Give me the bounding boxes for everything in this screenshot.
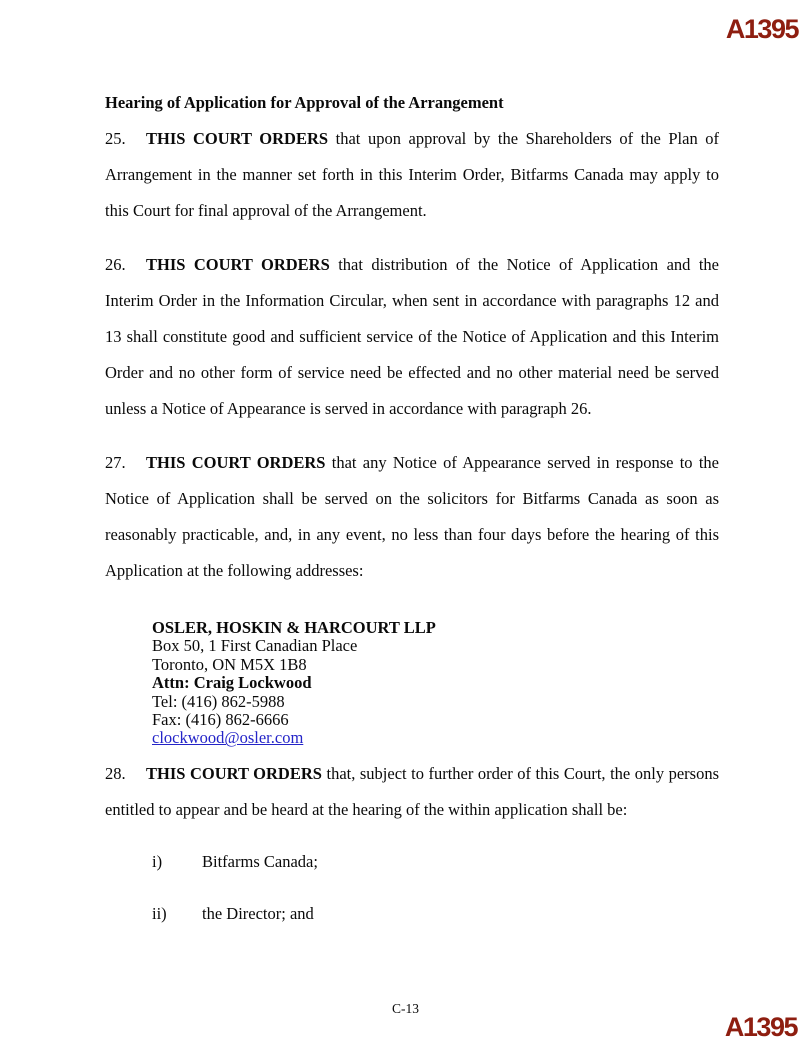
paragraph-25 — [105, 121, 719, 229]
paragraph-26 — [105, 247, 719, 427]
court-orders-lead: THIS COURT ORDERS — [146, 129, 329, 148]
list-marker: ii) — [152, 904, 167, 923]
paragraph-27 — [105, 445, 719, 589]
list-item — [152, 852, 318, 872]
fax-line: Fax: (416) 862-6666 — [152, 710, 289, 730]
list-marker: i) — [152, 852, 163, 871]
service-address-block — [152, 619, 436, 748]
section-heading: Hearing of Application for Approval of the Arrangement — [105, 93, 504, 112]
court-orders-lead: THIS COURT ORDERS — [146, 453, 326, 472]
paragraph-text: that, subject to further order of this Court, the only persons entitled to appear and be heard at the hearing of the within application shall be: — [105, 764, 720, 819]
paragraph-text: that distribution of the Notice of Application and the Interim Order in the Information Circular, when sent in accordance with paragraphs 12 and 13 shall constitute good and sufficient service of the Notice of Application and this Interim Order and no other form of service need be effected and no other material need be served unless a Notice of Appearance is served in accordance with paragraph 26. — [105, 255, 719, 418]
page-number: C-13 — [392, 1001, 419, 1016]
paragraph-text: that any Notice of Appearance served in response to the Notice of Application shall be served on the solicitors for Bitfarms Canada as soon as reasonably practicable, and, in any event, no less than four days before the hearing of this Application at the following addresses: — [105, 453, 719, 580]
firm-name: OSLER, HOSKIN & HARCOURT LLP — [152, 618, 436, 637]
appeal-stamp-bottom: A1395 — [724, 1012, 797, 1042]
telephone-line: Tel: (416) 862-5988 — [152, 691, 285, 711]
list-item-text: the Director; and — [202, 904, 314, 923]
email-link[interactable]: clockwood@osler.com — [152, 728, 304, 748]
paragraph-number: 27. — [105, 453, 126, 472]
paragraph-number: 26. — [105, 255, 126, 274]
address-street: Box 50, 1 First Canadian Place — [152, 636, 358, 656]
address-city: Toronto, ON M5X 1B8 — [152, 654, 307, 674]
court-orders-lead: THIS COURT ORDERS — [146, 764, 322, 783]
paragraph-text: that upon approval by the Shareholders of the Plan of Arrangement in the manner set forth in this Interim Order, Bitfarms Canada may apply to this Court for final approval of the Arrangement. — [105, 129, 720, 220]
list-item-text: Bitfarms Canada; — [202, 852, 318, 871]
attention-line: Attn: Craig Lockwood — [152, 673, 312, 693]
list-item — [152, 904, 314, 924]
paragraph-number: 25. — [105, 129, 126, 148]
paragraph-28 — [105, 756, 719, 828]
appeal-stamp-top: A1395 — [725, 14, 798, 44]
paragraph-number: 28. — [105, 764, 126, 783]
court-orders-lead: THIS COURT ORDERS — [146, 255, 330, 274]
